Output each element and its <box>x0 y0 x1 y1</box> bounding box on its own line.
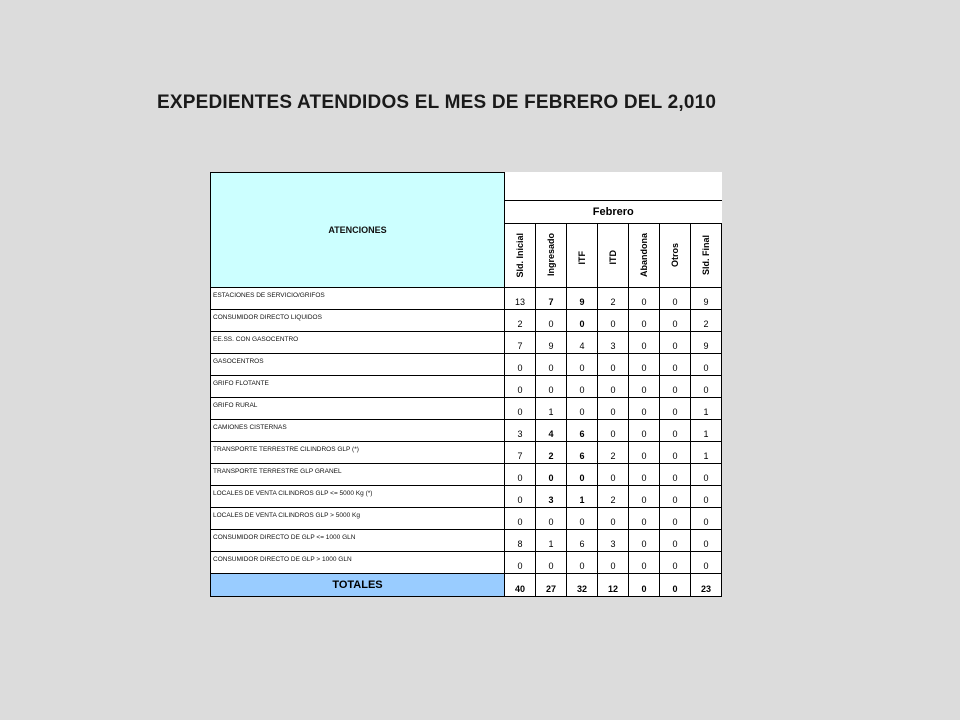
row-label: GASOCENTROS <box>211 353 505 375</box>
table-cell: 0 <box>629 551 660 573</box>
totals-cell: 0 <box>660 573 691 596</box>
row-label: CAMIONES CISTERNAS <box>211 419 505 441</box>
table-cell: 0 <box>505 375 536 397</box>
table-cell: 0 <box>629 309 660 331</box>
table-cell: 0 <box>598 551 629 573</box>
table-row <box>211 397 722 419</box>
table-cell: 2 <box>598 441 629 463</box>
table-row <box>211 309 722 331</box>
table-row <box>211 463 722 485</box>
totals-cell: 27 <box>536 573 567 596</box>
table-cell: 2 <box>505 309 536 331</box>
table-cell: 7 <box>505 331 536 353</box>
table-cell: 0 <box>536 309 567 331</box>
table-cell: 0 <box>691 485 722 507</box>
table-cell: 7 <box>536 287 567 309</box>
table-cell: 7 <box>505 441 536 463</box>
table-row <box>211 485 722 507</box>
table-cell: 1 <box>691 419 722 441</box>
table-cell: 0 <box>629 353 660 375</box>
column-header <box>691 223 722 287</box>
table-cell: 1 <box>536 397 567 419</box>
table-cell: 9 <box>567 287 598 309</box>
column-header <box>660 223 691 287</box>
totals-row <box>211 573 722 596</box>
table-cell: 0 <box>505 463 536 485</box>
attentions-table <box>210 172 722 597</box>
table-cell: 0 <box>660 507 691 529</box>
table-cell: 0 <box>536 463 567 485</box>
table-cell: 0 <box>505 397 536 419</box>
column-header <box>505 223 536 287</box>
column-header <box>629 223 660 287</box>
table-cell: 0 <box>629 529 660 551</box>
table-cell: 0 <box>629 485 660 507</box>
table-cell: 2 <box>536 441 567 463</box>
table-cell: 0 <box>660 287 691 309</box>
table-cell: 1 <box>567 485 598 507</box>
row-label: CONSUMIDOR DIRECTO DE GLP <= 1000 GLN <box>211 529 505 551</box>
table-cell: 0 <box>536 375 567 397</box>
table-cell: 0 <box>536 551 567 573</box>
column-header-label: ITD <box>608 249 618 264</box>
table-row <box>211 529 722 551</box>
table-cell: 0 <box>629 507 660 529</box>
table-cell: 0 <box>598 463 629 485</box>
table-cell: 0 <box>629 419 660 441</box>
table-cell: 0 <box>629 463 660 485</box>
column-header-label: Abandona <box>639 233 649 277</box>
table-cell: 2 <box>691 309 722 331</box>
table-cell: 0 <box>629 397 660 419</box>
totals-cell: 40 <box>505 573 536 596</box>
table-cell: 0 <box>691 353 722 375</box>
table-cell: 1 <box>691 397 722 419</box>
table-cell: 0 <box>598 375 629 397</box>
table-cell: 0 <box>629 375 660 397</box>
table-cell: 4 <box>536 419 567 441</box>
row-label: CONSUMIDOR DIRECTO LIQUIDOS <box>211 309 505 331</box>
table-cell: 0 <box>660 419 691 441</box>
table-cell: 0 <box>567 507 598 529</box>
table-cell: 2 <box>598 287 629 309</box>
table-cell: 3 <box>536 485 567 507</box>
table-cell: 0 <box>691 529 722 551</box>
table-cell: 0 <box>660 375 691 397</box>
table-cell: 6 <box>567 441 598 463</box>
table-cell: 0 <box>567 309 598 331</box>
table-cell: 0 <box>660 463 691 485</box>
page-title: EXPEDIENTES ATENDIDOS EL MES DE FEBRERO DEL 2,010 <box>157 92 717 113</box>
table-cell: 0 <box>505 485 536 507</box>
column-header-label: Otros <box>670 242 680 267</box>
row-label: LOCALES DE VENTA CILINDROS GLP <= 5000 Kg (*) <box>211 485 505 507</box>
month-header: Febrero <box>505 200 722 223</box>
table-cell: 0 <box>598 397 629 419</box>
table-row <box>211 287 722 309</box>
table-cell: 0 <box>629 287 660 309</box>
totals-cell: 0 <box>629 573 660 596</box>
table-cell: 3 <box>598 529 629 551</box>
totals-cell: 32 <box>567 573 598 596</box>
column-header-label: Ingresado <box>546 233 556 277</box>
table-cell: 0 <box>660 441 691 463</box>
table-cell: 0 <box>536 353 567 375</box>
row-label: TRANSPORTE TERRESTRE CILINDROS GLP (*) <box>211 441 505 463</box>
table-cell: 9 <box>536 331 567 353</box>
table-cell: 6 <box>567 529 598 551</box>
table-cell: 2 <box>598 485 629 507</box>
totals-label: TOTALES <box>211 573 505 596</box>
table-cell: 3 <box>505 419 536 441</box>
column-header-label: Sld. Final <box>701 234 711 275</box>
table-cell: 0 <box>660 551 691 573</box>
table-cell: 0 <box>660 331 691 353</box>
table-row <box>211 551 722 573</box>
column-header-label: Sld. Inicial <box>515 232 525 278</box>
column-header <box>567 223 598 287</box>
table-cell: 0 <box>598 353 629 375</box>
table-cell: 3 <box>598 331 629 353</box>
table-cell: 0 <box>567 353 598 375</box>
table-cell: 9 <box>691 331 722 353</box>
table-cell: 9 <box>691 287 722 309</box>
column-header-label: ITF <box>577 250 587 264</box>
row-label: CONSUMIDOR DIRECTO DE GLP > 1000 GLN <box>211 551 505 573</box>
table-row <box>211 419 722 441</box>
table-cell: 0 <box>691 463 722 485</box>
table-row <box>211 353 722 375</box>
row-label: GRIFO FLOTANTE <box>211 375 505 397</box>
column-header <box>536 223 567 287</box>
table-row <box>211 441 722 463</box>
table-cell: 4 <box>567 331 598 353</box>
table-cell: 1 <box>536 529 567 551</box>
table-cell: 0 <box>629 331 660 353</box>
table-cell: 0 <box>567 397 598 419</box>
table-cell: 0 <box>691 375 722 397</box>
row-label: ESTACIONES DE SERVICIO/GRIFOS <box>211 287 505 309</box>
table-cell: 0 <box>567 375 598 397</box>
table-cell: 0 <box>567 463 598 485</box>
atenciones-header: ATENCIONES <box>211 173 505 288</box>
row-label: TRANSPORTE TERRESTRE GLP GRANEL <box>211 463 505 485</box>
table-cell: 0 <box>505 551 536 573</box>
column-header <box>598 223 629 287</box>
table-row <box>211 375 722 397</box>
row-label: GRIFO RURAL <box>211 397 505 419</box>
totals-cell: 12 <box>598 573 629 596</box>
table-row <box>211 331 722 353</box>
row-label: EE.SS. CON GASOCENTRO <box>211 331 505 353</box>
table-cell: 0 <box>536 507 567 529</box>
table-cell: 0 <box>660 309 691 331</box>
table-cell: 0 <box>505 507 536 529</box>
table-row <box>211 507 722 529</box>
table-cell: 0 <box>660 353 691 375</box>
table-cell: 1 <box>691 441 722 463</box>
table-cell: 0 <box>567 551 598 573</box>
table-cell: 0 <box>598 419 629 441</box>
table-cell: 13 <box>505 287 536 309</box>
table-cell: 0 <box>598 507 629 529</box>
table-cell: 0 <box>691 551 722 573</box>
table-cell: 0 <box>660 397 691 419</box>
header-spacer <box>505 173 722 201</box>
table-cell: 0 <box>629 441 660 463</box>
table-cell: 0 <box>505 353 536 375</box>
table-cell: 0 <box>691 507 722 529</box>
table-cell: 0 <box>660 529 691 551</box>
table-cell: 6 <box>567 419 598 441</box>
totals-cell: 23 <box>691 573 722 596</box>
table-cell: 0 <box>598 309 629 331</box>
table-cell: 0 <box>660 485 691 507</box>
row-label: LOCALES DE VENTA CILINDROS GLP > 5000 Kg <box>211 507 505 529</box>
table-cell: 8 <box>505 529 536 551</box>
